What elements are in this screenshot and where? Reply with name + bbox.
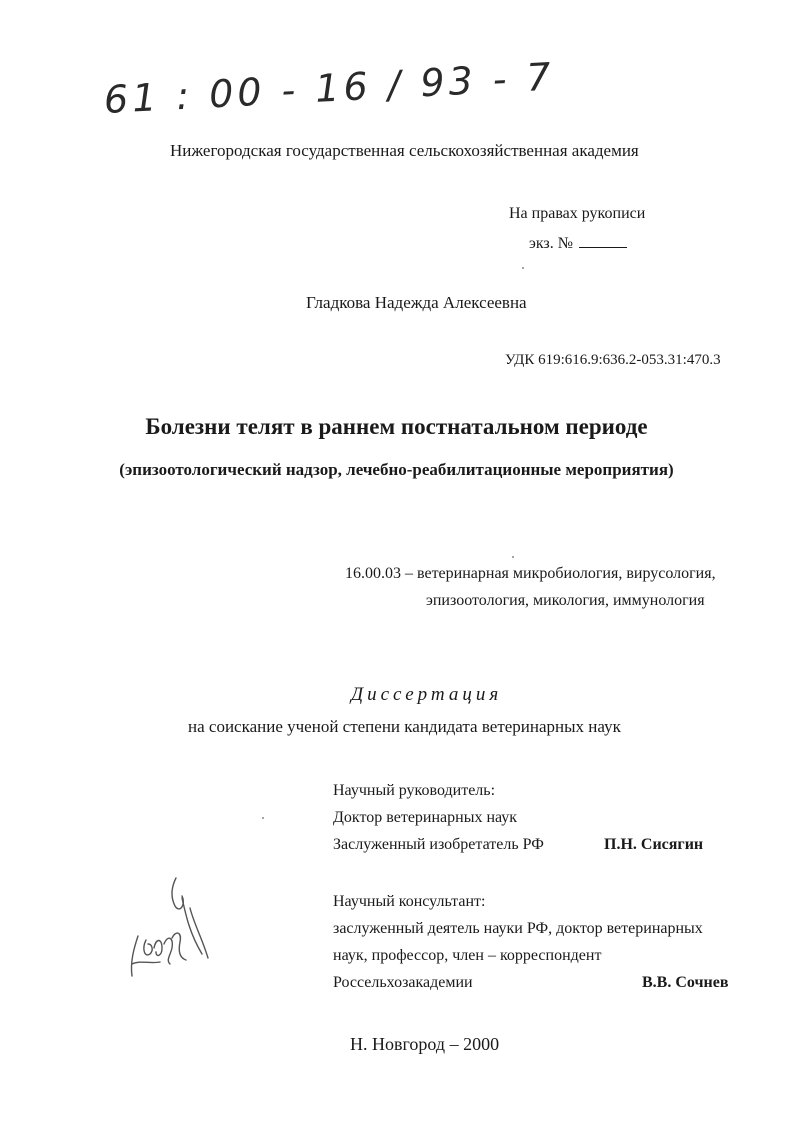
- scan-speck: [262, 817, 264, 819]
- copy-number-label: экз. №: [529, 235, 574, 252]
- degree-statement: на соискание ученой степени кандидата ветеринарных наук: [188, 717, 621, 736]
- udc-code: УДК 619:616.9:636.2-053.31:470.3: [505, 352, 721, 368]
- scan-speck: [522, 267, 524, 269]
- specialty-line-1: 16.00.03 – ветеринарная микробиология, вирусология,: [345, 565, 716, 582]
- place-and-year: Н. Новгород – 2000: [350, 1034, 500, 1054]
- institution-name: Нижегородская государственная сельскохозяйственная академия: [170, 141, 639, 160]
- author-name: Гладкова Надежда Алексеевна: [306, 293, 527, 312]
- consultant-line-3: Россельхозакадемии: [333, 974, 473, 991]
- consultant-heading: Научный консультант:: [333, 893, 486, 910]
- supervisor-degree: Доктор ветеринарных наук: [333, 809, 518, 826]
- consultant-line-1: заслуженный деятель науки РФ, доктор ветеринарных: [333, 920, 703, 937]
- copy-number: [529, 233, 627, 253]
- supervisor-heading: Научный руководитель:: [333, 782, 496, 799]
- document-type: Диссертация: [351, 684, 503, 705]
- handwritten-archive-code: 61 : 00 - 16 / 93 - 7: [102, 54, 556, 122]
- dissertation-title: Болезни телят в раннем постнатальном периоде: [145, 414, 648, 439]
- handwritten-signature: [120, 868, 220, 988]
- specialty-line-2: эпизоотология, микология, иммунология: [426, 592, 705, 609]
- scan-speck: [512, 556, 514, 558]
- consultant-name: В.В. Сочнев: [642, 974, 729, 991]
- supervisor-name: П.Н. Сисягин: [604, 836, 704, 853]
- consultant-line-2: наук, профессор, член – корреспондент: [333, 947, 602, 964]
- rights-notice: На правах рукописи: [509, 205, 646, 222]
- dissertation-subtitle: (эпизоотологический надзор, лечебно-реабилитационные мероприятия): [119, 460, 674, 479]
- copy-number-blank: [579, 233, 627, 248]
- supervisor-title: Заслуженный изобретатель РФ: [333, 836, 544, 853]
